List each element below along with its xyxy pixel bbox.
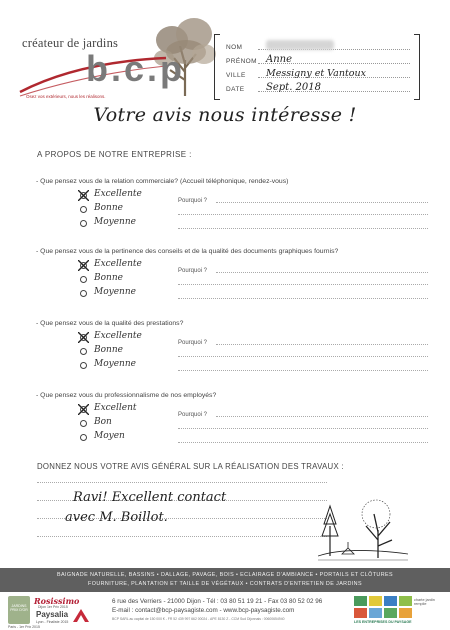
box-bracket-left	[214, 34, 220, 100]
option-bonne[interactable]	[80, 346, 190, 358]
radio-checked-icon[interactable]	[80, 406, 87, 413]
general-opinion-title: DONNEZ NOUS VOTRE AVIS GÉNÉRAL SUR LA RÉALISATION DES TRAVAUX :	[37, 462, 344, 471]
charter-logo	[352, 596, 442, 628]
option-label: Bon	[94, 417, 112, 427]
option-moyenne[interactable]	[80, 360, 190, 372]
option-label: Excellente	[94, 189, 142, 199]
ville-label: VILLE	[226, 72, 246, 79]
radio-icon[interactable]	[80, 362, 87, 369]
pourquoi-line[interactable]	[178, 214, 428, 215]
contact-info-box	[214, 34, 420, 100]
radio-icon[interactable]	[80, 290, 87, 297]
pourquoi-field[interactable]	[178, 194, 428, 206]
radio-icon[interactable]	[80, 420, 87, 427]
option-moyenne[interactable]	[80, 288, 190, 300]
option-excellent[interactable]	[80, 404, 190, 416]
option-label: Moyenne	[94, 287, 136, 297]
option-label: Bonne	[94, 273, 123, 283]
charter-grid-icon	[354, 596, 412, 618]
pourquoi-line[interactable]	[178, 298, 428, 299]
pourquoi-line[interactable]	[178, 442, 428, 443]
question-text: - Que pensez vous de la qualité des prestations?	[36, 320, 184, 327]
box-bracket-right	[414, 34, 420, 100]
radio-icon[interactable]	[80, 206, 87, 213]
award-rosissimo-sub: Dijon 1er Prix 2015	[38, 605, 68, 609]
question-text: - Que pensez vous de la pertinence des conseils et de la qualité des documents graphiques fournis?	[36, 248, 339, 255]
date-value: Sept. 2018	[266, 82, 321, 93]
prenom-field[interactable]	[226, 52, 410, 66]
option-excellente[interactable]	[80, 332, 190, 344]
award-paysalia: Paysalia	[36, 610, 69, 619]
radio-checked-icon[interactable]	[80, 334, 87, 341]
date-field[interactable]	[226, 80, 410, 94]
handwritten-comment-line1: Ravi! Excellent contact	[73, 490, 227, 505]
option-label: Moyenne	[94, 359, 136, 369]
option-label: Excellent	[94, 403, 137, 413]
pourquoi-line[interactable]	[178, 356, 428, 357]
pourquoi-label: Pourquoi ?	[178, 412, 208, 418]
handwritten-comment-line2: avec M. Boillot.	[65, 510, 168, 525]
pourquoi-line[interactable]	[178, 428, 428, 429]
award-logo-icon	[72, 607, 90, 623]
pourquoi-label: Pourquoi ?	[178, 268, 208, 274]
pourquoi-line[interactable]	[178, 284, 428, 285]
redacted-name	[266, 40, 334, 50]
option-excellente[interactable]	[80, 260, 190, 272]
radio-checked-icon[interactable]	[80, 192, 87, 199]
radio-icon[interactable]	[80, 220, 87, 227]
company-address: 6 rue des Verriers - 21000 Dijon - Tél : 03 80 51 19 21 - Fax 03 80 52 02 96	[112, 598, 323, 605]
award-paris-sub: Paris - 1er Prix 2015	[8, 625, 40, 629]
award-paysalia-sub: Lyon - Finaliste 2015	[36, 620, 69, 624]
services-line-2: FOURNITURE, PLANTATION ET TAILLE DE VÉGÉTAUX • CONTRATS D'ENTRETIEN DE JARDINS	[88, 581, 362, 587]
pourquoi-label: Pourquoi ?	[178, 340, 208, 346]
ville-value: Messigny et Vantoux	[266, 68, 366, 79]
awards-block	[8, 596, 90, 629]
option-label: Bonne	[94, 345, 123, 355]
logo-tagline: Osez vos extérieurs, nous les réalisons.	[26, 94, 106, 99]
logo-brand-text: b.c.p	[86, 48, 186, 89]
legal-mentions: BCP SARL au capital de 150 000 € - FR 52 439 997 662 00024 - APE 8130 Z - CCM Sud Dijonnais : 00600654940	[112, 617, 285, 621]
charter-caption: LES ENTREPRISES DU PAYSAGE	[354, 620, 412, 624]
option-bonne[interactable]	[80, 204, 190, 216]
radio-checked-icon[interactable]	[80, 262, 87, 269]
pourquoi-field[interactable]	[178, 408, 428, 420]
radio-icon[interactable]	[80, 434, 87, 441]
question-text: - Que pensez vous du professionnalisme de nos employés?	[36, 392, 217, 399]
prenom-label: PRÉNOM	[226, 58, 257, 65]
services-banner	[0, 568, 450, 592]
services-line-1: BAIGNADE NATURELLE, BASSINS • DALLAGE, PAVAGE, BOIS • ECLAIRAGE D'AMBIANCE • PORTAILS ET CLÔTURES	[57, 572, 393, 578]
option-label: Bonne	[94, 203, 123, 213]
award-badge-icon: JARDINS PRIX D'OR	[8, 596, 30, 624]
company-contact[interactable]: E-mail : contact@bcp-paysagiste.com - www.bcp-paysagiste.com	[112, 607, 295, 614]
option-moyen[interactable]	[80, 432, 190, 444]
charter-side-text: charte jardin remplie	[414, 598, 435, 607]
option-bon[interactable]	[80, 418, 190, 430]
page-title: Votre avis nous intéresse !	[93, 104, 357, 126]
section-title: A PROPOS DE NOTRE ENTREPRISE :	[37, 150, 192, 159]
option-label: Excellente	[94, 331, 142, 341]
pourquoi-line[interactable]	[178, 370, 428, 371]
option-label: Moyenne	[94, 217, 136, 227]
radio-icon[interactable]	[80, 276, 87, 283]
pourquoi-field[interactable]	[178, 336, 428, 348]
nom-label: NOM	[226, 44, 243, 51]
general-opinion-field[interactable]	[37, 470, 337, 550]
option-label: Moyen	[94, 431, 125, 441]
prenom-value: Anne	[266, 54, 293, 65]
ville-field[interactable]	[226, 66, 410, 80]
award-rosissimo: Rosissimo	[34, 596, 80, 606]
pourquoi-line[interactable]	[178, 228, 428, 229]
date-label: DATE	[226, 86, 245, 93]
radio-icon[interactable]	[80, 348, 87, 355]
option-excellente[interactable]	[80, 190, 190, 202]
garden-illustration-icon	[318, 496, 408, 562]
option-moyenne[interactable]	[80, 218, 190, 230]
nom-field[interactable]	[226, 38, 410, 52]
pourquoi-label: Pourquoi ?	[178, 198, 208, 204]
question-text: - Que pensez vous de la relation commerciale? (Accueil téléphonique, rendez-vous)	[36, 178, 289, 185]
pourquoi-field[interactable]	[178, 264, 428, 276]
bcp-logo	[18, 10, 218, 100]
option-label: Excellente	[94, 259, 142, 269]
option-bonne[interactable]	[80, 274, 190, 286]
logo-creator-text: créateur de jardins	[22, 36, 119, 50]
